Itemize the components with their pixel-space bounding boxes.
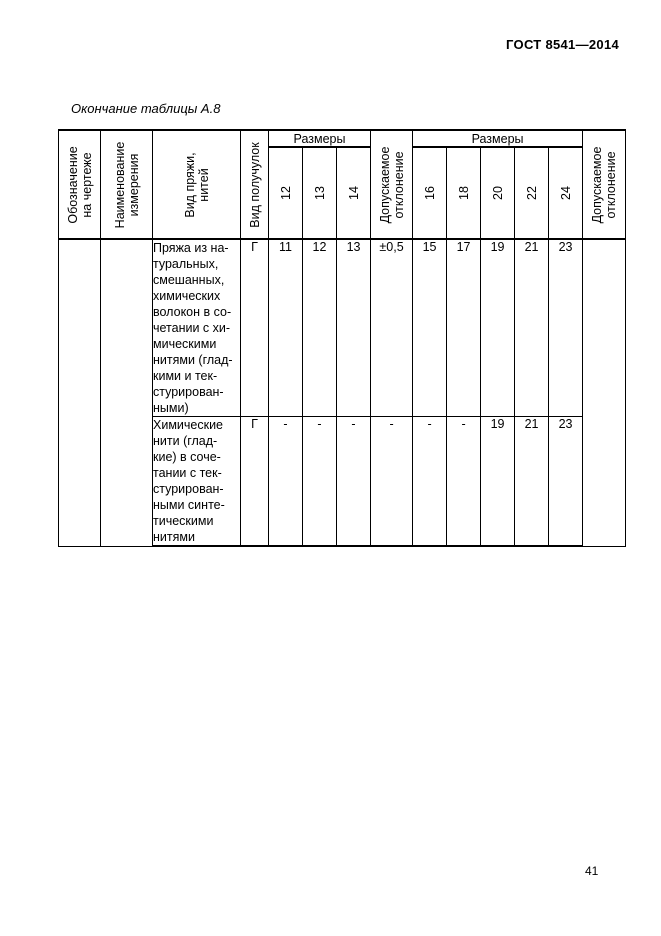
- header-sizes-group2: Размеры: [413, 130, 583, 147]
- header-size: 12: [269, 147, 303, 239]
- cell-size: 23: [549, 417, 583, 547]
- cell-size: 17: [447, 239, 481, 417]
- cell-size: 13: [337, 239, 371, 417]
- header-size: 16: [413, 147, 447, 239]
- header-semi-product-type: [241, 130, 269, 239]
- cell-size: 19: [481, 239, 515, 417]
- cell-designation: [59, 239, 101, 546]
- header-size: 20: [481, 147, 515, 239]
- data-table: [58, 129, 626, 547]
- header-tolerance2: [583, 130, 626, 239]
- header-measure-name: [101, 130, 153, 239]
- cell-yarn-type: Химические нити (глад- кие) в соче- тании с тек- стурирован- ными синте- тическими нитями: [153, 417, 241, 547]
- cell-size: 21: [515, 239, 549, 417]
- header-tolerance1: [371, 130, 413, 239]
- header-tolerance1-text: Допускаемое отклонение: [377, 146, 406, 223]
- cell-semi-product-type: Г: [241, 417, 269, 547]
- header-size: 14: [337, 147, 371, 239]
- header-size: 13: [303, 147, 337, 239]
- header-tolerance2-text: Допускаемое отклонение: [590, 146, 619, 223]
- header-sizes-group1: Размеры: [269, 130, 371, 147]
- cell-size: 23: [549, 239, 583, 417]
- header-measure-name-text: Наименование измерения: [112, 141, 141, 228]
- cell-size: -: [337, 417, 371, 547]
- header-designation-text: Обозначение на чертеже: [65, 145, 94, 224]
- table-caption: Окончание таблицы А.8: [71, 101, 221, 116]
- cell-measure-name: [101, 239, 153, 546]
- header-designation: [59, 130, 101, 239]
- cell-size: 15: [413, 239, 447, 417]
- cell-tolerance: ±0,5: [371, 239, 413, 417]
- header-size: 22: [515, 147, 549, 239]
- cell-size: -: [413, 417, 447, 547]
- cell-size: -: [303, 417, 337, 547]
- cell-size: -: [447, 417, 481, 547]
- cell-yarn-type: Пряжа из на- туральных, смешанных, химических волокон в со- четании с хи- мическими нитями (глад- кими и тек- стурирован- ными): [153, 239, 241, 417]
- page-number: 41: [585, 864, 599, 878]
- header-size: 24: [549, 147, 583, 239]
- cell-tolerance: -: [371, 417, 413, 547]
- header-size: 18: [447, 147, 481, 239]
- cell-tolerance2: [583, 239, 626, 546]
- cell-size: 21: [515, 417, 549, 547]
- table-row: [59, 239, 626, 417]
- header-yarn-type-text: Вид пряжи, нитей: [182, 151, 211, 218]
- cell-semi-product-type: Г: [241, 239, 269, 417]
- cell-size: 19: [481, 417, 515, 547]
- header-semi-product-type-text: Вид получулок: [247, 141, 262, 228]
- cell-size: 11: [269, 239, 303, 417]
- header-yarn-type: [153, 130, 241, 239]
- standard-header: ГОСТ 8541—2014: [506, 37, 619, 52]
- cell-size: 12: [303, 239, 337, 417]
- cell-size: -: [269, 417, 303, 547]
